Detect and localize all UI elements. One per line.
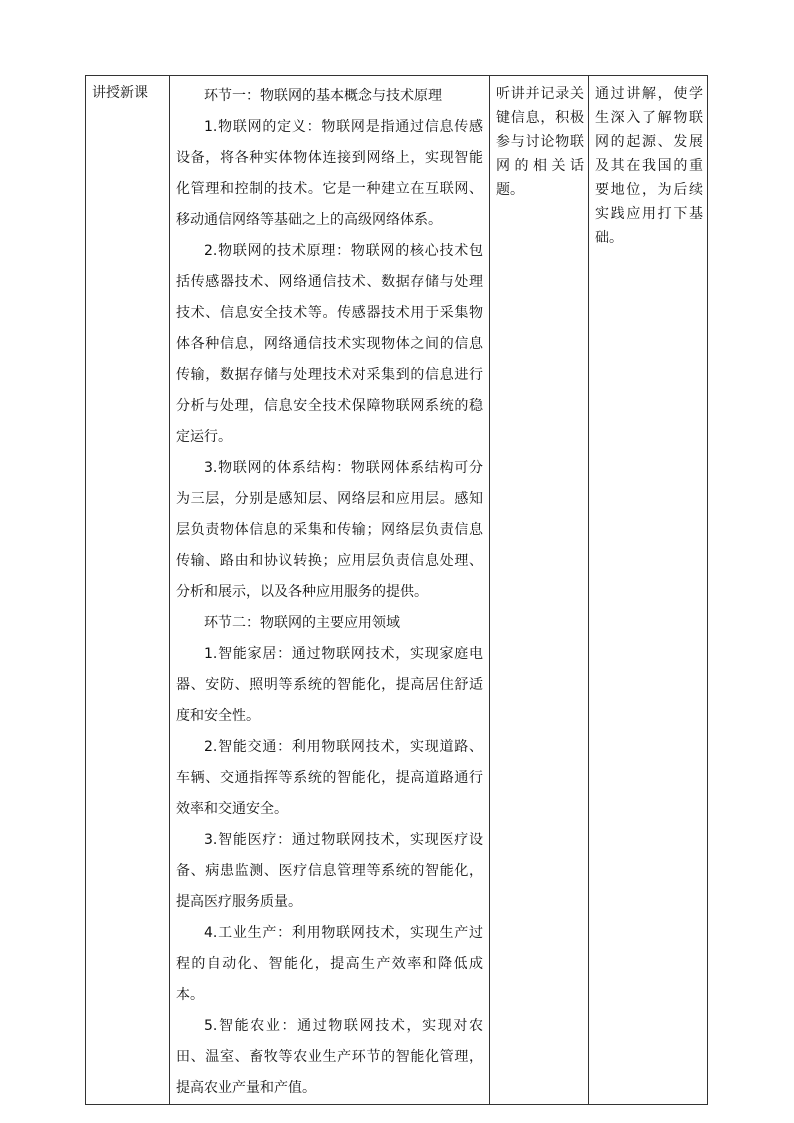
lesson-plan-table (85, 75, 708, 1105)
student-activity-text: 听讲并记录关键信息，积极参与讨论物联网的相关话题。 (496, 86, 584, 198)
table-row (86, 76, 708, 1105)
section-heading-2: 环节二：物联网的主要应用领域 (204, 615, 400, 631)
student-activity-cell (490, 76, 589, 1105)
paragraph-smart-medical: 3.智能医疗：通过物联网技术，实现医疗设备、病患监测、医疗信息管理等系统的智能化，提高医疗服务质量。 (176, 832, 483, 910)
paragraph-iot-architecture: 3.物联网的体系结构：物联网体系结构可分为三层，分别是感知层、网络层和应用层。感知层负责物体信息的采集和传输；网络层负责信息传输、路由和协议转换；应用层负责信息处理、分析和展示，以及各种应用服务的提供。 (176, 460, 483, 600)
paragraph-smart-home: 1.智能家居：通过物联网技术，实现家庭电器、安防、照明等系统的智能化，提高居住舒适度和安全性。 (176, 646, 483, 724)
paragraph-iot-definition: 1.物联网的定义：物联网是指通过信息传感设备，将各种实体物体连接到网络上，实现智能化管理和控制的技术。它是一种建立在互联网、移动通信网络等基础之上的高级网络体系。 (176, 119, 483, 228)
paragraph-iot-principles: 2.物联网的技术原理：物联网的核心技术包括传感器技术、网络通信技术、数据存储与处理技术、信息安全技术等。传感器技术用于采集物体各种信息，网络通信技术实现物体之间的信息传输，数据存储与处理技术对采集到的信息进行分析与处理，信息安全技术保障物联网系统的稳定运行。 (176, 243, 483, 445)
paragraph-smart-agriculture: 5.智能农业：通过物联网技术，实现对农田、温室、畜牧等农业生产环节的智能化管理，提高农业产量和产值。 (176, 1018, 483, 1096)
phase-label: 讲授新课 (92, 85, 148, 101)
paragraph-industrial: 4.工业生产：利用物联网技术，实现生产过程的自动化、智能化，提高生产效率和降低成本。 (176, 925, 483, 1003)
paragraph-smart-traffic: 2.智能交通：利用物联网技术，实现道路、车辆、交通指挥等系统的智能化，提高道路通行效率和交通安全。 (176, 739, 483, 817)
teaching-content (170, 76, 489, 1104)
phase-cell (86, 76, 170, 1105)
section-heading-1: 环节一：物联网的基本概念与技术原理 (204, 88, 442, 104)
design-intent-text: 通过讲解，使学生深入了解物联网的起源、发展及其在我国的重要地位，为后续实践应用打下基础。 (595, 86, 703, 246)
design-intent-cell (589, 76, 708, 1105)
content-cell (170, 76, 490, 1105)
